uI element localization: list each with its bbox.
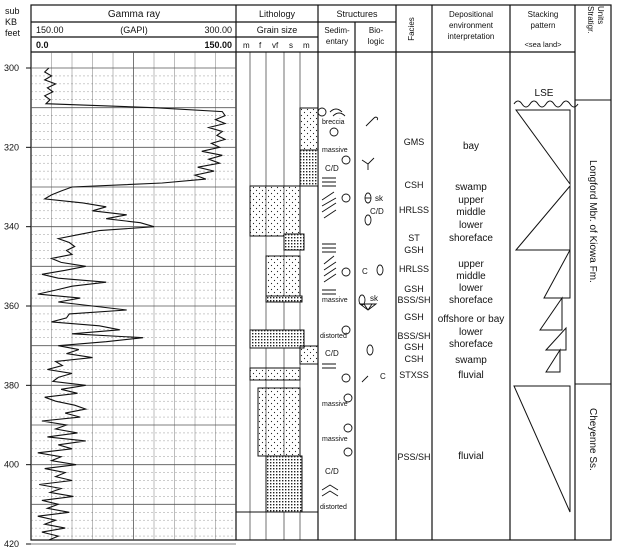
lith-bed-2 [300,150,318,186]
env-5: lower [459,220,483,231]
concretion-icon [344,448,352,456]
env-15: fluvial [458,370,484,381]
facies-13: STXSS [399,370,429,380]
env-9: lower [459,283,483,294]
stacking-triangle-1 [516,110,570,184]
grain-size-vf: vf [272,41,279,50]
concretion-icon [342,374,350,382]
env-6: shoreface [449,233,493,244]
gamma-grid [31,52,236,544]
depositional-title-2: environment [448,21,494,30]
lith-bed-3 [250,186,300,236]
facies-11: GSH [404,342,424,352]
lith-bed-7 [250,330,304,348]
depth-axis-label-feet: feet [5,28,21,38]
stacking-label-lse: LSE [534,88,554,99]
trace-fossil-icon [362,376,368,382]
facies-5: GSH [404,245,424,255]
facies-9: GSH [404,312,424,322]
shell-icon [359,295,365,305]
facies-3: HRLSS [398,205,430,215]
lith-bed-5 [266,256,300,296]
structure-massive-3: massive [322,401,348,408]
env-1: bay [462,141,480,152]
structure-distorted-1: distorted [320,333,347,340]
laminae-icon [322,178,336,186]
stacking-triangle-2 [516,186,570,250]
biologic-symbols [359,117,383,382]
env-7: upper [458,259,484,270]
distorted-bed-icon [322,485,338,496]
concretion-icon [344,394,352,402]
structure-massive-2: massive [322,297,348,304]
laminae-icon [322,244,336,252]
lith-bed-10 [258,388,300,456]
facies-title: Facies [407,17,416,41]
trace-fossil-icon [366,117,378,126]
concretion-icon [330,128,338,136]
unit-cheyenne: Cheyenne Ss. [587,408,598,471]
sedimentary-label-2: entary [325,37,349,46]
facies-6: HRLSS [398,264,430,274]
stacking-triangle-6 [546,350,560,372]
facies-4: ST [408,233,420,243]
structure-massive-4: massive [322,436,348,443]
lith-bed-6 [266,296,302,302]
stacking-pattern [514,101,578,512]
concretion-icon [318,108,326,116]
bio-label-sk-1: sk [375,194,383,203]
grain-size-s: s [289,41,293,50]
structure-massive-1: massive [322,147,348,154]
facies-2: CSH [404,180,424,190]
lith-bed-8 [300,346,318,364]
facies-8: BSS/SH [397,295,431,305]
bio-label-c-2: C [380,372,386,381]
trace-fossil-icon [362,158,374,170]
depth-tick-label: 300 [4,63,20,73]
depth-tick-label: 320 [4,142,20,153]
facies-1: GMS [403,137,425,147]
laminae-icon [322,290,336,294]
stacking-triangle-3 [544,250,570,298]
stratigr-title-1: Stratigr. [586,6,595,34]
facies-12: CSH [404,354,424,364]
depositional-title-3: interpretation [447,32,495,41]
depth-axis-label-kb: KB [5,17,18,27]
stacking-triangle-5 [546,328,566,350]
shell-icon [367,345,373,355]
gamma-ray-curve [38,68,225,540]
depth-ticks [4,63,31,549]
stratigr-title-2: Units [596,6,605,25]
structure-cd-3: C/D [325,467,339,476]
env-8: middle [456,271,486,282]
gamma-scale-left: 150.00 [36,25,64,35]
env-13: shoreface [449,339,493,350]
lithology-title: Lithology [258,9,296,19]
depth-tick-label: 360 [4,301,20,311]
env-2: swamp [455,182,487,193]
unit-longford: Longford Mbr. of Kiowa Fm. [587,160,598,283]
shell-icon [377,265,383,275]
structure-breccia: breccia [322,119,345,126]
stacking-triangle-4 [540,298,562,330]
facies-14: PSS/SH [397,452,431,462]
lse-wavy-line [514,101,578,107]
depth-axis-label-sub: sub [5,6,20,16]
header [5,6,605,50]
gamma-scale-unit: (GAPI) [120,25,148,35]
facies-7: GSH [404,284,424,294]
biologic-label-1: Bio- [368,26,384,35]
env-10: shoreface [449,295,493,306]
shell-icon [365,215,371,225]
structure-cd-1: C/D [325,164,339,173]
env-12: lower [459,327,483,338]
sedimentary-label-1: Sedim- [324,26,350,35]
concretion-icon [342,156,350,164]
bio-label-c-1: C [362,267,368,276]
grain-size-ticks [243,41,310,50]
facies-labels [397,137,430,462]
concretion-icon [342,268,350,276]
lith-bed-11 [266,456,302,512]
structure-distorted-2: distorted [320,504,347,511]
env-4: middle [456,207,486,218]
depositional-title-1: Depositional [448,10,494,19]
structure-cd-2: C/D [325,349,339,358]
depth-tick-label: 380 [4,380,20,391]
environment-labels [438,141,505,462]
bio-label-sk-2: sk [370,294,378,303]
stacking-triangle-7 [514,386,570,512]
biologic-label-2: logic [367,37,385,46]
frame [31,5,611,540]
facies-10: BSS/SH [397,331,431,341]
depth-tick-label: 400 [4,459,20,470]
gamma-scale-right: 300.00 [204,25,232,35]
grain-size-f: f [259,41,262,50]
cross-bed-icon [324,256,336,282]
env-3: upper [458,195,484,206]
env-14: swamp [455,355,487,366]
grain-size-title: Grain size [256,25,298,35]
grain-size-m2: m [303,41,310,50]
gamma-scale2-left: 0.0 [36,40,49,50]
stacking-title-1: Stacking [527,10,559,19]
concretion-icon [344,424,352,432]
grain-size-m1: m [243,41,250,50]
depth-tick-label: 420 [4,539,20,549]
lith-bed-9 [250,368,300,380]
laminae-icon [322,364,336,368]
gamma-scale2-right: 150.00 [204,40,232,50]
bio-label-cd: C/D [370,207,384,216]
env-11: offshore or bay [437,314,505,325]
concretion-icon [342,194,350,202]
stacking-subtitle: <sea land> [524,40,562,49]
structures-title: Structures [336,9,378,19]
lithology-column [236,52,318,540]
lith-bed-4 [284,234,304,250]
stacking-title-2: pattern [530,21,556,30]
gamma-title: Gamma ray [107,9,161,20]
depth-tick-label: 340 [4,221,20,232]
ripple-icon [330,109,345,116]
env-16: fluvial [458,451,484,462]
cross-bed-icon [322,192,336,218]
